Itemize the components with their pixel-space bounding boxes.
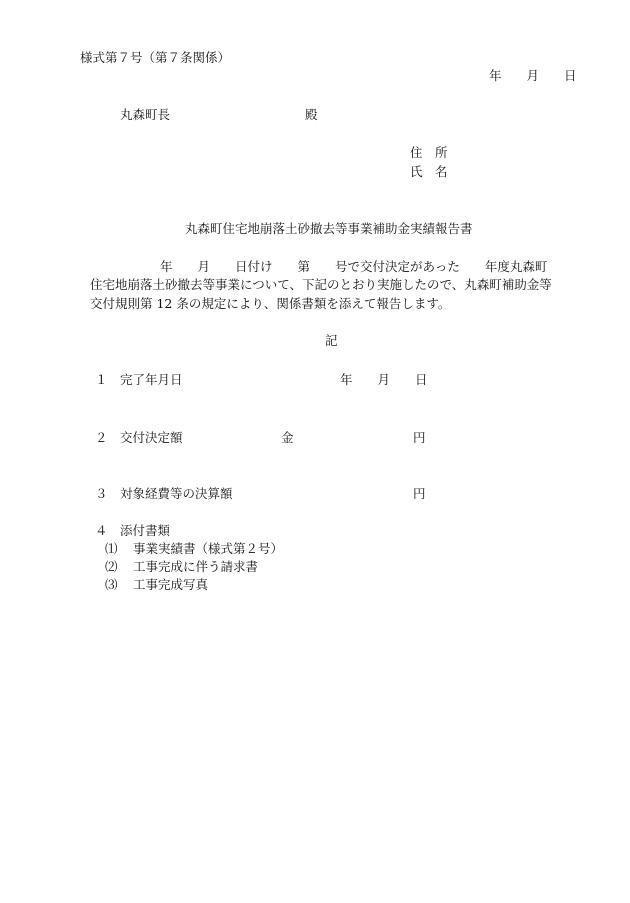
honorific: 殿 bbox=[305, 107, 318, 122]
item-number: ３ bbox=[95, 486, 108, 501]
completion-date-value: 年 月 日 bbox=[340, 372, 428, 387]
body-line-1: 年 月 日付け 第 号で交付決定があった 年度丸森町 bbox=[160, 259, 548, 274]
attachment-item: 工事完成に伴う請求書 bbox=[133, 559, 259, 574]
item-number: １ bbox=[95, 372, 108, 387]
body-line-3: 交付規則第 12 条の規定により、関係書類を添えて報告します。 bbox=[90, 296, 451, 311]
completion-date-label: 完了年月日 bbox=[120, 372, 183, 387]
address-label: 住 所 bbox=[410, 145, 448, 160]
addressee: 丸森町長 bbox=[120, 107, 171, 122]
attachment-number: ⑵ bbox=[105, 559, 118, 574]
attachment-item: 工事完成写真 bbox=[133, 577, 209, 592]
attachments-label: 添付書類 bbox=[120, 523, 171, 538]
yen-label: 円 bbox=[413, 430, 426, 445]
grant-amount-label: 交付決定額 bbox=[120, 430, 183, 445]
attachment-item: 事業実績書（様式第２号） bbox=[133, 541, 284, 556]
body-line-2: 住宅地崩落土砂撤去等事業について、下記のとおり実施したので、丸森町補助金等 bbox=[90, 277, 552, 292]
kin-label: 金 bbox=[281, 430, 294, 445]
attachment-number: ⑴ bbox=[105, 541, 118, 556]
attachment-number: ⑶ bbox=[105, 577, 118, 592]
settlement-amount-label: 対象経費等の決算額 bbox=[120, 486, 233, 501]
document-title: 丸森町住宅地崩落土砂撤去等事業補助金実績報告書 bbox=[185, 221, 473, 236]
name-label: 氏 名 bbox=[410, 164, 448, 179]
yen-label: 円 bbox=[413, 486, 426, 501]
item-number: ２ bbox=[95, 430, 108, 445]
ki-heading: 記 bbox=[325, 333, 338, 348]
form-label: 様式第７号（第７条関係） bbox=[80, 50, 231, 65]
date-line: 年 月 日 bbox=[489, 68, 577, 83]
item-number: ４ bbox=[95, 523, 108, 538]
